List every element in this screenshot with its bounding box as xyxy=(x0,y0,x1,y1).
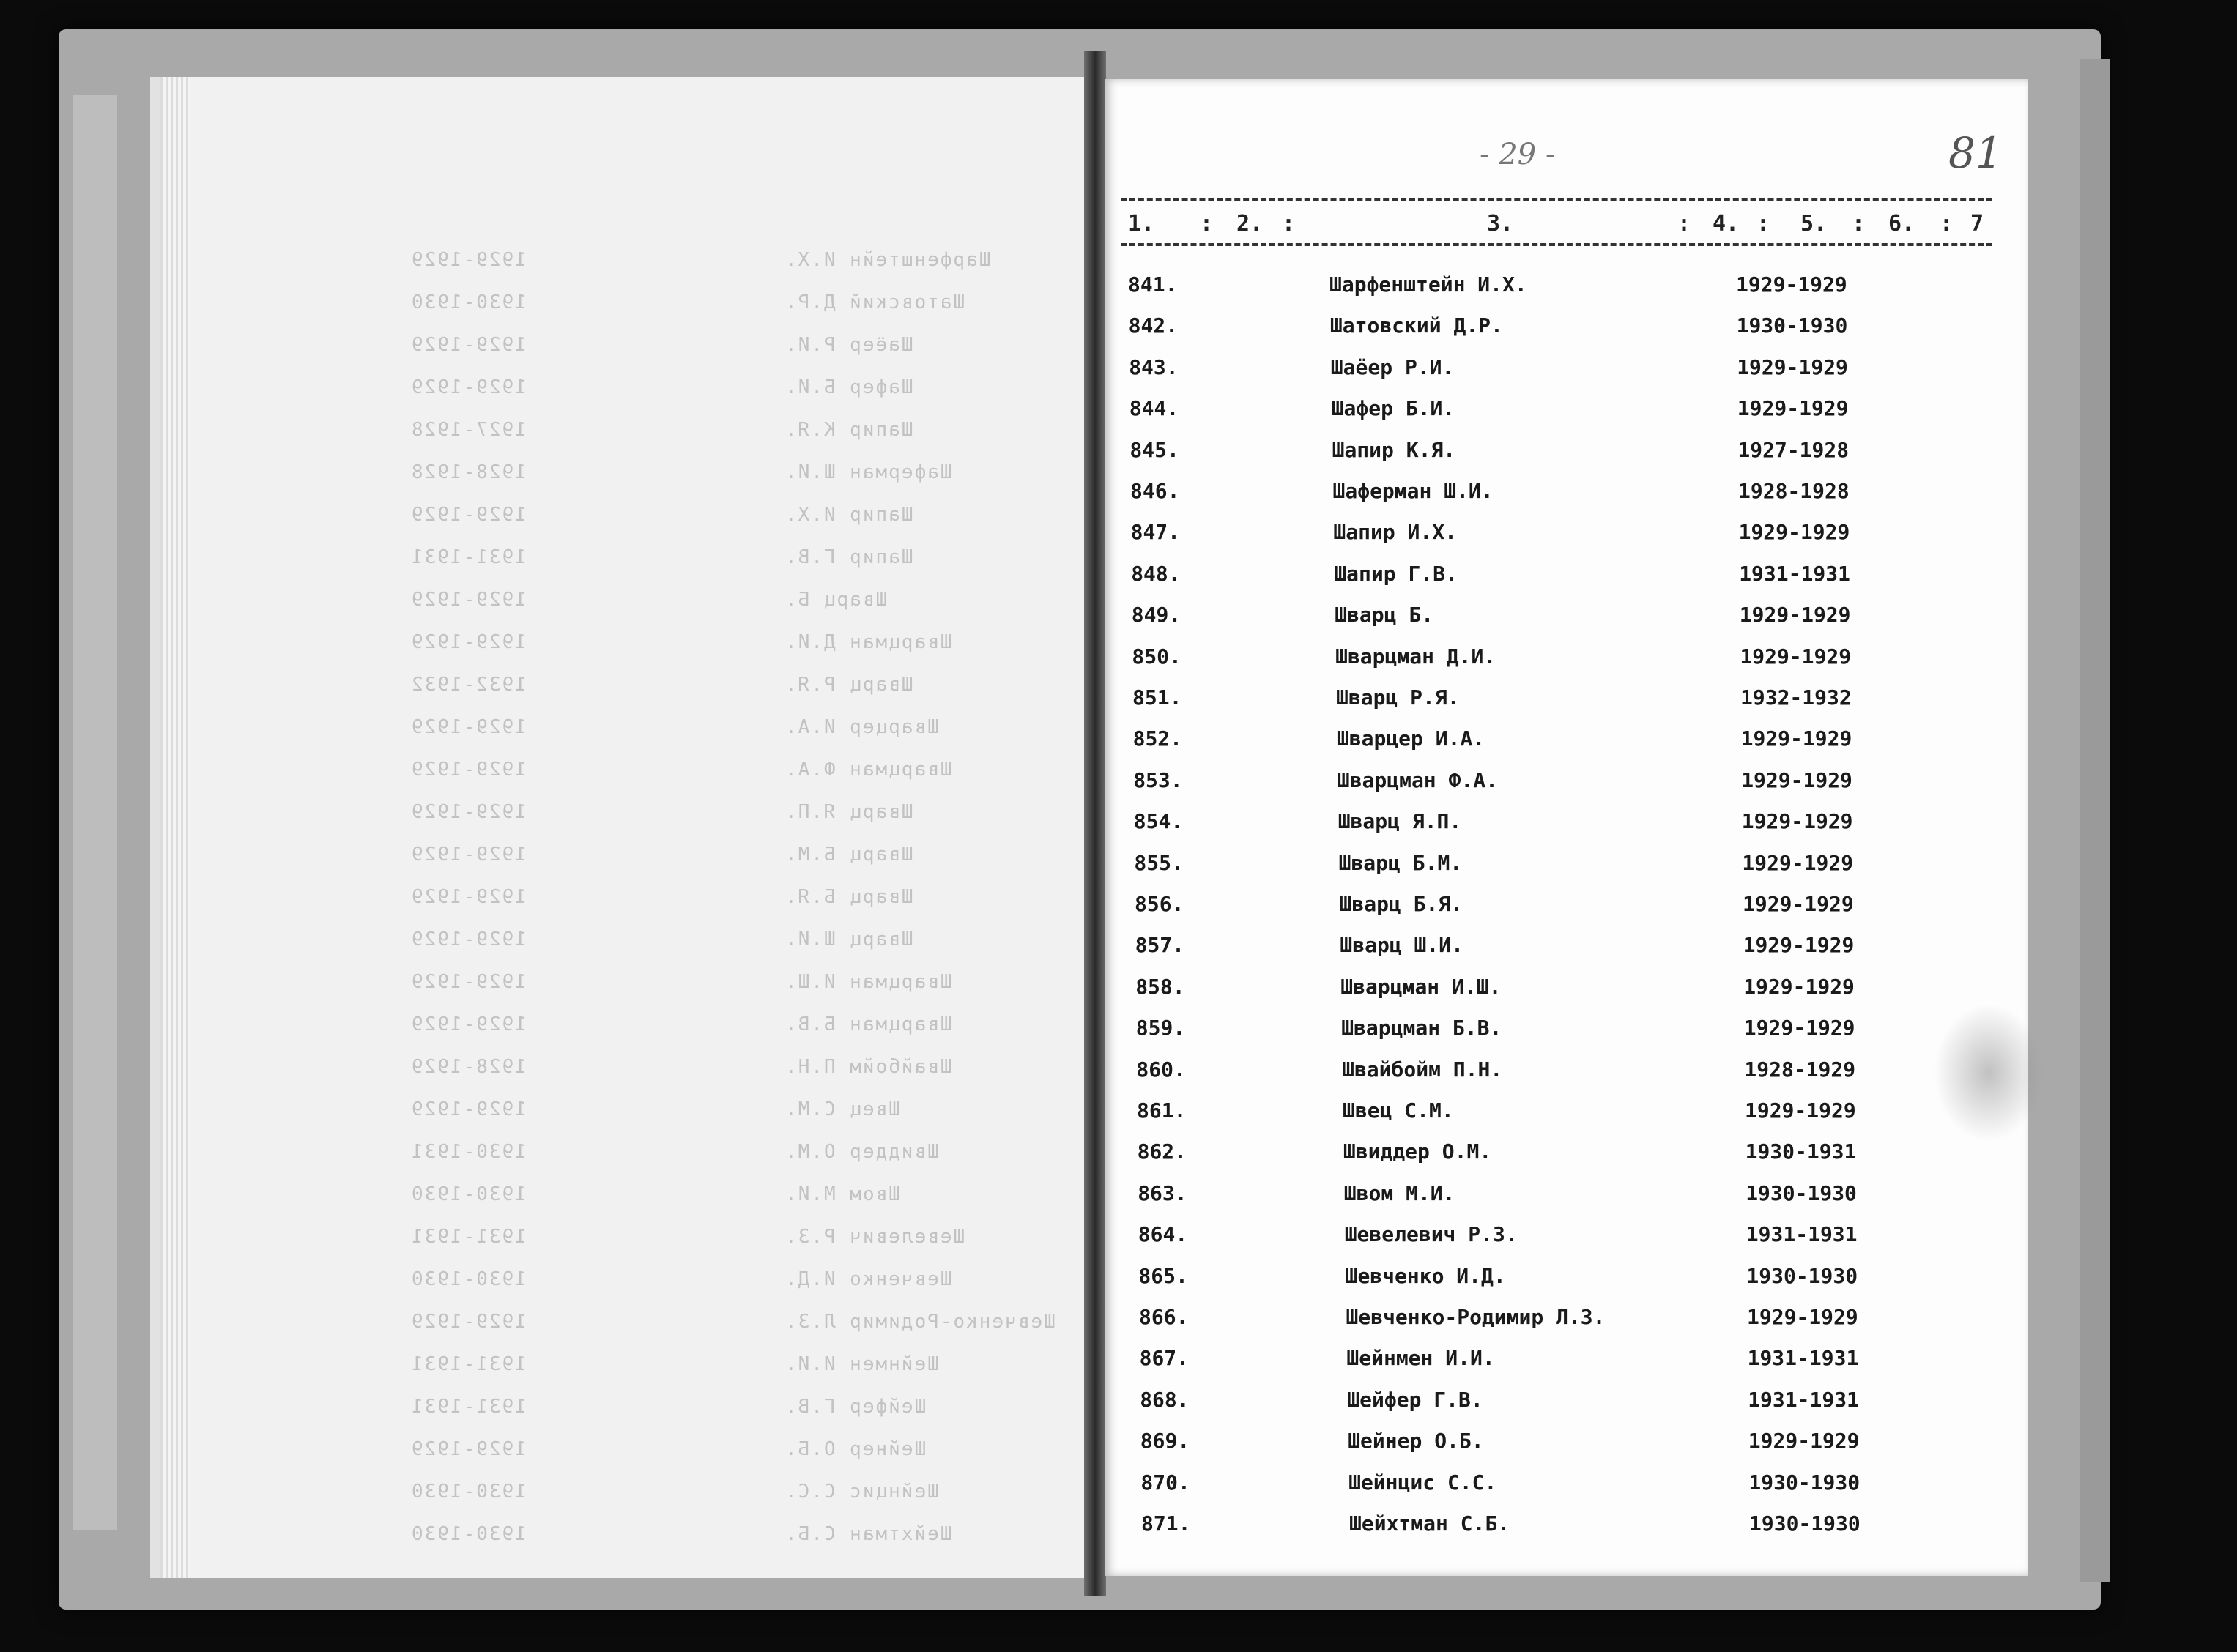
row-number: 843. xyxy=(1129,354,1179,379)
person-name: Шварц Б. xyxy=(1335,603,1434,628)
bleedthrough-name: Шварц Б. xyxy=(784,589,888,611)
bleedthrough-years: 1931-1931 xyxy=(410,546,527,568)
person-name: Швиддер О.М. xyxy=(1343,1139,1492,1164)
person-name: Шейнцис С.С. xyxy=(1348,1470,1497,1495)
year-range: 1928-1928 xyxy=(1738,479,1850,503)
bleedthrough-name: Шейфер Г.В. xyxy=(784,1396,927,1418)
year-range: 1929-1929 xyxy=(1740,726,1852,751)
bleedthrough-name: Шварцман Ф.А. xyxy=(784,759,952,781)
column-header: 7 xyxy=(1970,211,1984,237)
bleedthrough-years: 1928-1928 xyxy=(410,461,527,483)
person-name: Шейфер Г.В. xyxy=(1347,1387,1483,1412)
bleedthrough-years: 1929-1929 xyxy=(410,759,527,781)
year-range: 1930-1930 xyxy=(1746,1263,1858,1288)
year-range: 1931-1931 xyxy=(1739,561,1850,586)
bleedthrough-name: Шварцман И.Ш. xyxy=(784,971,952,993)
column-header: 2. xyxy=(1236,211,1264,237)
column-separator: : xyxy=(1282,211,1296,237)
bleedthrough-name: Швайбойм П.Н. xyxy=(784,1056,952,1078)
cover-edge-left xyxy=(73,95,117,1530)
column-separator: : xyxy=(1940,211,1954,237)
bleedthrough-years: 1929-1929 xyxy=(410,504,527,526)
bleedthrough-years: 1929-1929 xyxy=(410,716,527,738)
bleedthrough-years: 1930-1930 xyxy=(410,1481,527,1503)
row-number: 841. xyxy=(1128,272,1178,297)
person-name: Шварц Я.П. xyxy=(1338,809,1462,834)
row-number: 866. xyxy=(1139,1305,1189,1329)
year-range: 1932-1932 xyxy=(1740,685,1852,710)
person-name: Шварцман Б.В. xyxy=(1341,1016,1502,1041)
bleedthrough-name: Шаёер Р.И. xyxy=(784,334,913,356)
row-number: 869. xyxy=(1140,1429,1190,1454)
year-range: 1929-1929 xyxy=(1740,644,1852,669)
bleedthrough-name: Шейхтман С.Б. xyxy=(784,1523,952,1545)
column-separator: : xyxy=(1200,211,1214,237)
year-range: 1930-1930 xyxy=(1736,313,1848,338)
book-spine xyxy=(1084,51,1106,1596)
row-number: 856. xyxy=(1135,892,1184,916)
bleedthrough-name: Шапир К.Я. xyxy=(784,419,913,441)
bleedthrough-name: Шевелевич Р.З. xyxy=(784,1226,965,1248)
bleedthrough-name: Шатовский Д.Р. xyxy=(784,291,965,313)
year-range: 1929-1929 xyxy=(1742,850,1854,875)
bleedthrough-years: 1928-1929 xyxy=(410,1056,527,1078)
row-number: 867. xyxy=(1139,1346,1190,1371)
bleedthrough-years: 1927-1928 xyxy=(410,419,527,441)
bleedthrough-years: 1929-1929 xyxy=(410,929,527,950)
person-name: Шварц Б.Я. xyxy=(1339,892,1463,916)
year-range: 1929-1929 xyxy=(1743,892,1854,916)
column-separator: : xyxy=(1677,211,1691,237)
person-name: Шафер Б.И. xyxy=(1331,396,1455,421)
row-number: 853. xyxy=(1133,767,1183,792)
person-name: Шварц Р.Я. xyxy=(1336,685,1460,710)
row-number: 859. xyxy=(1135,1016,1186,1041)
year-range: 1929-1929 xyxy=(1743,1016,1855,1041)
person-name: Шарфенштейн И.Х. xyxy=(1329,272,1527,297)
bleedthrough-name: Шевченко-Родимир Л.З. xyxy=(784,1311,1056,1333)
column-header: 6. xyxy=(1888,211,1915,237)
year-range: 1929-1929 xyxy=(1741,767,1852,792)
person-name: Шейнмен И.И. xyxy=(1346,1346,1495,1371)
bleedthrough-years: 1930-1930 xyxy=(410,1268,527,1290)
year-range: 1929-1929 xyxy=(1739,603,1851,628)
row-number: 844. xyxy=(1129,396,1179,421)
person-name: Шапир И.Х. xyxy=(1333,520,1457,545)
column-header: 3. xyxy=(1487,211,1514,237)
bleedthrough-years: 1929-1929 xyxy=(410,1438,527,1460)
year-range: 1931-1931 xyxy=(1746,1222,1858,1247)
row-number: 847. xyxy=(1130,520,1181,545)
bleedthrough-years: 1930-1930 xyxy=(410,1183,527,1205)
year-range: 1929-1929 xyxy=(1745,1098,1856,1123)
row-number: 848. xyxy=(1131,561,1181,586)
person-name: Шевченко-Родимир Л.З. xyxy=(1346,1305,1606,1329)
person-name: Шевелевич Р.З. xyxy=(1344,1222,1518,1247)
bleedthrough-name: Швец С.М. xyxy=(784,1098,900,1120)
year-range: 1929-1929 xyxy=(1738,520,1850,545)
person-name: Шварцман И.Ш. xyxy=(1340,974,1502,999)
year-range: 1929-1929 xyxy=(1743,974,1855,999)
person-name: Шварцман Д.И. xyxy=(1335,644,1496,669)
year-range: 1931-1931 xyxy=(1748,1387,1859,1412)
row-number: 863. xyxy=(1138,1180,1187,1205)
bleedthrough-name: Швом М.И. xyxy=(784,1183,900,1205)
column-header: 5. xyxy=(1800,211,1828,237)
row-number: 854. xyxy=(1133,809,1184,834)
year-range: 1929-1929 xyxy=(1737,354,1848,379)
bleedthrough-years: 1929-1929 xyxy=(410,971,527,993)
bleedthrough-name: Шевченко И.Д. xyxy=(784,1268,952,1290)
year-range: 1930-1931 xyxy=(1745,1139,1857,1164)
bleedthrough-name: Шафер Б.И. xyxy=(784,376,913,398)
bleedthrough-name: Шварц Ш.И. xyxy=(784,929,913,950)
year-range: 1929-1929 xyxy=(1743,933,1855,958)
person-name: Шапир Г.В. xyxy=(1334,561,1458,586)
bleedthrough-years: 1929-1929 xyxy=(410,249,527,271)
bleedthrough-years: 1929-1929 xyxy=(410,334,527,356)
bleedthrough-years: 1929-1929 xyxy=(410,886,527,908)
column-header: 1. xyxy=(1128,211,1155,237)
bleedthrough-years: 1929-1929 xyxy=(410,1311,527,1333)
bleedthrough-years: 1931-1931 xyxy=(410,1226,527,1248)
year-range: 1930-1930 xyxy=(1746,1180,1857,1205)
bleedthrough-name: Шапир Г.В. xyxy=(784,546,913,568)
right-page xyxy=(1105,79,2028,1576)
bleedthrough-years: 1930-1930 xyxy=(410,291,527,313)
bleedthrough-years: 1930-1930 xyxy=(410,1523,527,1545)
page-number: - 29 - xyxy=(1480,138,1556,171)
bleedthrough-years: 1931-1931 xyxy=(410,1396,527,1418)
bleedthrough-name: Шварцман Б.В. xyxy=(784,1013,952,1035)
year-range: 1929-1929 xyxy=(1748,1429,1860,1454)
bleedthrough-years: 1929-1929 xyxy=(410,631,527,653)
row-number: 849. xyxy=(1131,603,1181,628)
year-range: 1931-1931 xyxy=(1747,1346,1859,1371)
year-range: 1930-1930 xyxy=(1749,1511,1861,1536)
row-number: 858. xyxy=(1135,974,1185,999)
year-range: 1927-1928 xyxy=(1737,437,1850,462)
bleedthrough-years: 1930-1931 xyxy=(410,1141,527,1163)
person-name: Шаферман Ш.И. xyxy=(1332,479,1494,503)
year-range: 1929-1929 xyxy=(1741,809,1853,834)
bleedthrough-name: Шапир И.Х. xyxy=(784,504,913,526)
person-name: Шаёер Р.И. xyxy=(1330,354,1455,379)
bleedthrough-years: 1931-1931 xyxy=(410,1353,527,1375)
cover-edge-right xyxy=(2080,59,2110,1582)
row-number: 852. xyxy=(1132,726,1183,751)
bleedthrough-years: 1929-1929 xyxy=(410,801,527,823)
bleedthrough-name: Шварцман Д.И. xyxy=(784,631,952,653)
column-separator: : xyxy=(1756,211,1770,237)
bleedthrough-name: Шейнцис С.С. xyxy=(784,1481,939,1503)
bleedthrough-years: 1929-1929 xyxy=(410,844,527,866)
row-number: 855. xyxy=(1134,850,1184,875)
folio-number: 81 xyxy=(1948,128,2003,178)
bleedthrough-name: Шарфенштейн И.Х. xyxy=(784,249,991,271)
row-number: 865. xyxy=(1138,1263,1188,1288)
person-name: Шварцер И.А. xyxy=(1336,726,1485,751)
row-number: 860. xyxy=(1136,1057,1186,1082)
bleedthrough-years: 1929-1929 xyxy=(410,589,527,611)
row-number: 864. xyxy=(1138,1222,1188,1247)
year-range: 1930-1930 xyxy=(1748,1470,1861,1495)
bleedthrough-name: Шаферман Ш.И. xyxy=(784,461,952,483)
person-name: Шатовский Д.Р. xyxy=(1329,313,1503,338)
person-name: Шейнер О.Б. xyxy=(1348,1429,1484,1454)
person-name: Шевченко И.Д. xyxy=(1345,1263,1506,1288)
year-range: 1929-1929 xyxy=(1736,272,1847,297)
person-name: Швец С.М. xyxy=(1343,1098,1454,1123)
column-separator: : xyxy=(1852,211,1866,237)
row-number: 842. xyxy=(1128,313,1179,338)
page-stack-edge xyxy=(160,77,190,1578)
row-number: 857. xyxy=(1135,933,1185,958)
bleedthrough-name: Шейнмен И.И. xyxy=(784,1353,939,1375)
person-name: Шейхтман С.Б. xyxy=(1349,1511,1510,1536)
person-name: Шварц Ш.И. xyxy=(1340,933,1463,958)
column-header: 4. xyxy=(1713,211,1740,237)
year-range: 1929-1929 xyxy=(1737,396,1849,421)
bleedthrough-years: 1929-1929 xyxy=(410,376,527,398)
bleedthrough-name: Шварцер И.А. xyxy=(784,716,939,738)
bleedthrough-name: Шейнер О.Б. xyxy=(784,1438,927,1460)
row-number: 871. xyxy=(1141,1511,1191,1536)
row-number: 850. xyxy=(1132,644,1181,669)
person-name: Швайбойм П.Н. xyxy=(1342,1057,1503,1082)
bleedthrough-name: Шварц Б.Я. xyxy=(784,886,913,908)
bleedthrough-name: Шварц Р.Я. xyxy=(784,674,913,696)
year-range: 1929-1929 xyxy=(1747,1305,1858,1329)
header-rule-top xyxy=(1121,198,1992,201)
row-number: 851. xyxy=(1132,685,1182,710)
bleedthrough-years: 1929-1929 xyxy=(410,1013,527,1035)
person-name: Шварцман Ф.А. xyxy=(1337,767,1498,792)
person-name: Шварц Б.М. xyxy=(1338,850,1463,875)
year-range: 1928-1929 xyxy=(1744,1057,1856,1082)
row-number: 868. xyxy=(1140,1387,1190,1412)
person-name: Швом М.И. xyxy=(1343,1180,1455,1205)
bleedthrough-name: Шварц Я.П. xyxy=(784,801,913,823)
row-number: 846. xyxy=(1130,479,1180,503)
bleedthrough-years: 1932-1932 xyxy=(410,674,527,696)
ink-smudge xyxy=(1934,1003,2044,1142)
row-number: 845. xyxy=(1129,437,1179,462)
header-rule-bottom xyxy=(1121,243,1992,246)
bleedthrough-years: 1929-1929 xyxy=(410,1098,527,1120)
row-number: 862. xyxy=(1137,1139,1187,1164)
bleedthrough-name: Шварц Б.М. xyxy=(784,844,913,866)
person-name: Шапир К.Я. xyxy=(1332,437,1456,462)
row-number: 861. xyxy=(1137,1098,1187,1123)
bleedthrough-name: Швиддер О.М. xyxy=(784,1141,939,1163)
row-number: 870. xyxy=(1140,1470,1190,1495)
